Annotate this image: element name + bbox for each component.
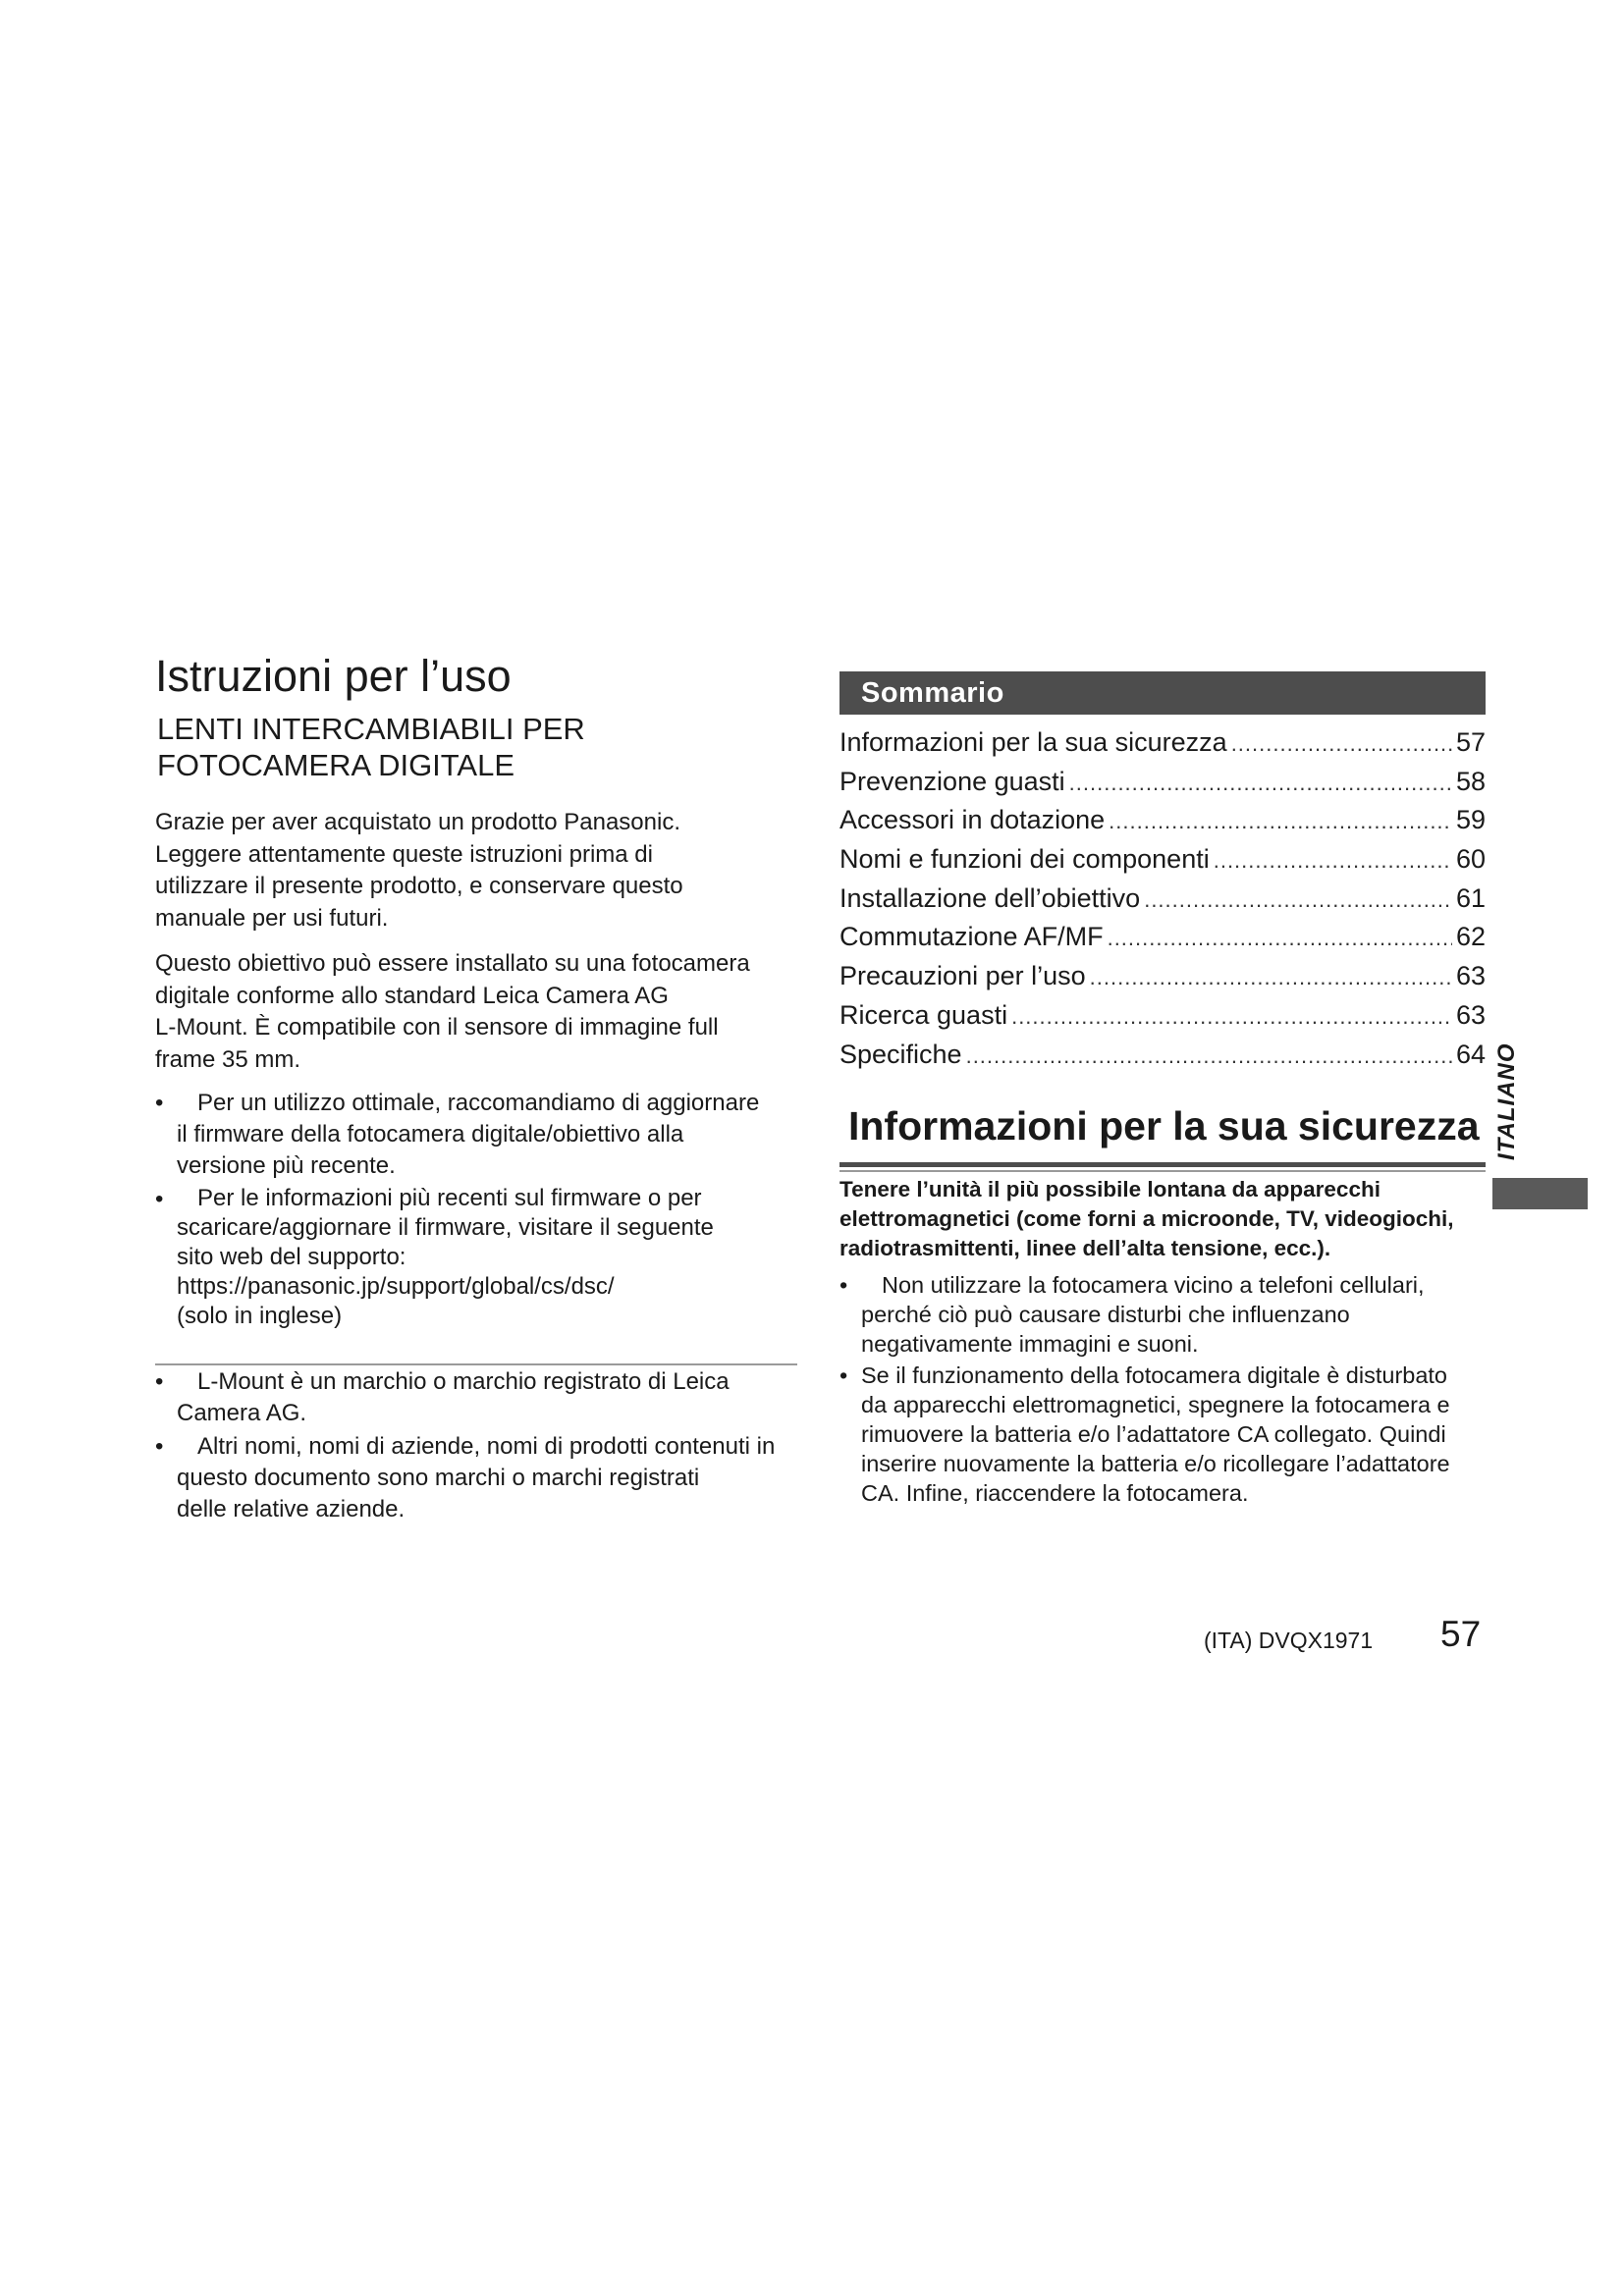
text-line: negativamente immagini e suoni. (861, 1331, 1199, 1357)
document-code: (ITA) DVQX1971 (1204, 1628, 1374, 1653)
toc-item[interactable] (839, 723, 1486, 763)
dot-leader (1214, 841, 1452, 881)
text-line: Questo obiettivo può essere installato su una fotocamera (155, 950, 750, 977)
text-line: da apparecchi elettromagnetici, spegnere la fotocamera e (861, 1392, 1450, 1417)
text-line: sito web del supporto: (177, 1244, 406, 1270)
toc-item-label: Commutazione AF/MF (839, 922, 1104, 952)
text-line: il firmware della fotocamera digitale/obiettivo alla (177, 1121, 684, 1148)
text-line: perché ciò può causare disturbi che influenzano (861, 1302, 1350, 1327)
safety-warning (839, 1175, 1488, 1263)
toc-title: Sommario (839, 671, 1486, 715)
section-rule-thin (839, 1170, 1486, 1172)
page-title: Istruzioni per l’uso (155, 651, 512, 701)
text-line: delle relative aziende. (177, 1496, 406, 1522)
toc-item-page: 59 (1456, 805, 1487, 835)
subtitle-line: FOTOCAMERA DIGITALE (157, 748, 515, 782)
list-item (155, 1088, 833, 1182)
toc-item-label: Precauzioni per l’uso (839, 961, 1086, 991)
toc-item-page: 57 (1456, 727, 1487, 757)
bullet-icon: • (155, 1090, 164, 1116)
list-item (839, 1361, 1491, 1508)
text-line: scaricare/aggiornare il firmware, visitare il seguente (177, 1214, 714, 1241)
toc-item[interactable] (839, 1036, 1486, 1075)
bullet-icon: • (839, 1362, 848, 1388)
text-line: Grazie per aver acquistato un prodotto Panasonic. (155, 809, 680, 835)
toc-item[interactable] (839, 840, 1486, 880)
toc-item-label: Nomi e funzioni dei componenti (839, 844, 1210, 875)
page-number: 57 (1440, 1614, 1482, 1654)
text-line: rimuovere la batteria e/o l’adattatore CA collegato. Quindi (861, 1421, 1446, 1447)
toc-item-label: Accessori in dotazione (839, 805, 1106, 835)
toc-item-page: 63 (1456, 961, 1487, 991)
toc-item[interactable] (839, 880, 1486, 919)
list-item (839, 1270, 1491, 1359)
text-line: digitale conforme allo standard Leica Camera AG (155, 982, 669, 1009)
text-line: Se il funzionamento della fotocamera digitale è disturbato (861, 1362, 1448, 1388)
compatibility-paragraph (155, 948, 833, 1076)
dot-leader (1231, 724, 1452, 764)
toc-item-page: 61 (1456, 882, 1487, 913)
toc-item[interactable] (839, 996, 1486, 1036)
text-line: Altri nomi, nomi di aziende, nomi di prodotti contenuti in (197, 1433, 776, 1460)
bullet-icon: • (155, 1186, 164, 1212)
subtitle-line: LENTI INTERCAMBIABILI PER (157, 712, 585, 746)
text-line: CA. Infine, riaccendere la fotocamera. (861, 1480, 1249, 1506)
toc-item-page: 64 (1456, 1039, 1487, 1069)
table-of-contents (839, 723, 1486, 1074)
product-subtitle (157, 711, 585, 783)
safety-notes (839, 1270, 1491, 1510)
text-line: Leggere attentamente queste istruzioni prima di (155, 840, 653, 868)
bullet-icon: • (155, 1368, 164, 1395)
text-line: utilizzare il presente prodotto, e conservare questo (155, 873, 683, 899)
dot-leader (1011, 997, 1452, 1037)
section-title: Informazioni per la sua sicurezza (848, 1103, 1480, 1148)
text-line: elettromagnetici (come forni a microonde, TV, videogiochi, (839, 1206, 1454, 1231)
text-line: frame 35 mm. (155, 1045, 301, 1073)
text-line: L-Mount. È compatibile con il sensore di immagine full (155, 1014, 719, 1041)
toc-item[interactable] (839, 801, 1486, 840)
dot-leader (1090, 958, 1452, 997)
firmware-notes (155, 1088, 833, 1333)
list-item (155, 1366, 833, 1429)
section-rule (839, 1162, 1486, 1167)
toc-item-page: 62 (1456, 922, 1487, 952)
text-line: inserire nuovamente la batteria e/o ricollegare l’adattatore (861, 1451, 1450, 1476)
text-line: versione più recente. (177, 1152, 396, 1179)
dot-leader (966, 1037, 1452, 1076)
text-line: (solo in inglese) (177, 1303, 343, 1329)
section-divider (155, 1363, 797, 1365)
language-tab-marker (1492, 1178, 1588, 1209)
toc-item[interactable] (839, 957, 1486, 996)
text-line: Per le informazioni più recenti sul firmware o per (197, 1185, 702, 1211)
bullet-icon: • (839, 1272, 848, 1298)
text-line: L-Mount è un marchio o marchio registrato di Leica (197, 1368, 730, 1395)
toc-item-page: 60 (1456, 844, 1487, 875)
intro-paragraph (155, 807, 833, 934)
dot-leader (1144, 881, 1452, 920)
toc-item-page: 58 (1456, 766, 1487, 796)
toc-item-label: Informazioni per la sua sicurezza (839, 727, 1227, 757)
text-line: Camera AG. (177, 1400, 307, 1426)
dot-leader (1109, 802, 1452, 841)
toc-item-page: 63 (1456, 999, 1487, 1030)
toc-item[interactable] (839, 763, 1486, 802)
dot-leader (1069, 764, 1452, 803)
bullet-icon: • (155, 1433, 164, 1460)
toc-item-label: Installazione dell’obiettivo (839, 882, 1141, 913)
dot-leader (1108, 919, 1452, 958)
text-line: Per un utilizzo ottimale, raccomandiamo di aggiornare (197, 1090, 760, 1116)
support-url[interactable]: https://panasonic.jp/support/global/cs/dsc/ (177, 1273, 615, 1300)
list-item (155, 1184, 833, 1331)
text-line: manuale per usi futuri. (155, 904, 389, 932)
list-item (155, 1431, 833, 1525)
text-line: questo documento sono marchi o marchi registrati (177, 1465, 700, 1491)
toc-item-label: Ricerca guasti (839, 999, 1008, 1030)
toc-item[interactable] (839, 918, 1486, 957)
toc-item-label: Prevenzione guasti (839, 766, 1065, 796)
text-line: Non utilizzare la fotocamera vicino a telefoni cellulari, (882, 1272, 1425, 1298)
toc-item-label: Specifiche (839, 1039, 962, 1069)
text-line: Tenere l’unità il più possibile lontana da apparecchi (839, 1177, 1380, 1201)
trademark-notes (155, 1366, 833, 1527)
text-line: radiotrasmittenti, linee dell’alta tensione, ecc.). (839, 1236, 1331, 1260)
language-tab-label: ITALIANO (1493, 1042, 1520, 1160)
